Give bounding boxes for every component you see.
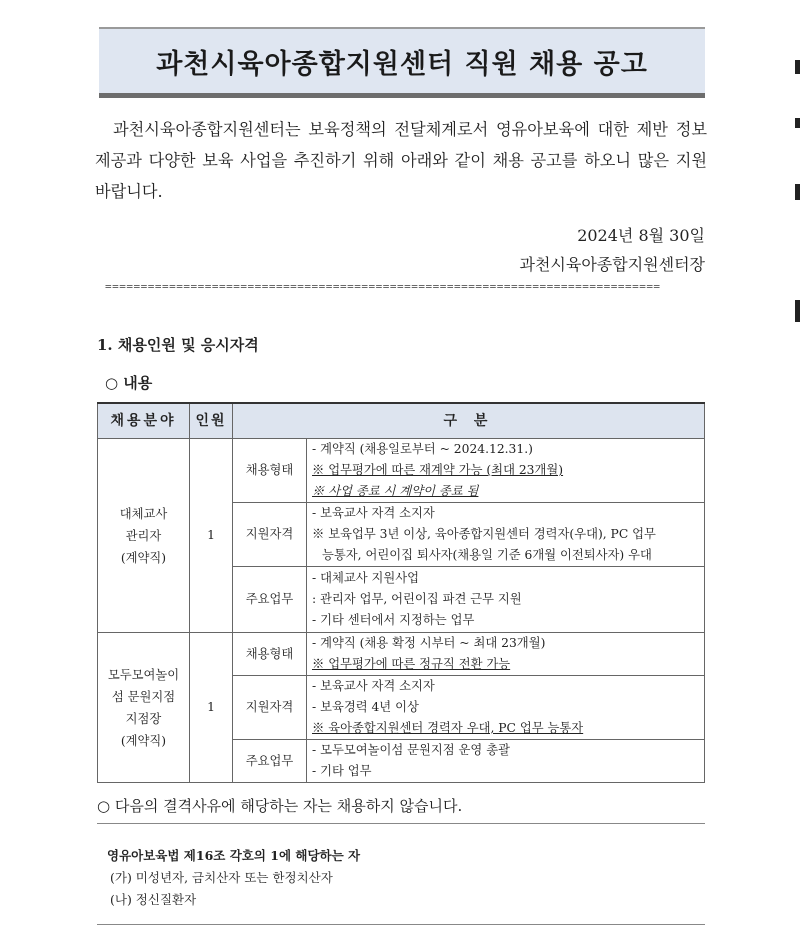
job-category [98, 439, 190, 633]
detail-content [307, 439, 705, 503]
job-count: 1 [190, 439, 233, 633]
detail-content [307, 633, 705, 676]
intro-paragraph: 과천시육아종합지원센터는 보육정책의 전달체계로서 영유아보육에 대한 제반 정보 제공과 다양한 보육 사업을 추진하기 위해 아래와 같이 채용 공고를 하오니 많은 지원 바랍니다. [95, 120, 707, 201]
detail-line: ※ 사업 종료 시 계약이 종료 됨 [312, 484, 479, 498]
job-category-line: 모두모여놀이 [107, 667, 180, 682]
detail-line: - 보육경력 4년 이상 [312, 700, 419, 714]
detail-line: - 모두모여놀이섬 문원지점 운영 총괄 [312, 743, 510, 757]
detail-line: ※ 보육업무 3년 이상, 육아종합지원센터 경력자(우대), PC 업무 [312, 527, 656, 541]
detail-label: 채용형태 [233, 633, 307, 676]
posting-date: 2024년 8월 30일 [577, 226, 705, 245]
detail-label: 채용형태 [233, 439, 307, 503]
job-count: 1 [190, 633, 233, 783]
table-row [98, 633, 705, 676]
detail-line: - 보육교사 자격 소지자 [312, 506, 435, 520]
job-category-line: 섬 문원지점 [111, 689, 176, 704]
edge-artifact [795, 60, 800, 74]
job-category [98, 633, 190, 783]
separator-line: ============================================================================== [105, 280, 661, 293]
detail-label: 지원자격 [233, 503, 307, 567]
law-title: 영유아보육법 제16조 각호의 1에 해당하는 자 [107, 848, 361, 863]
detail-label: 지원자격 [233, 676, 307, 740]
detail-line: - 대체교사 지원사업 [312, 571, 420, 585]
edge-artifact [795, 300, 800, 322]
detail-line: - 계약직 (채용일로부터 ~ 2024.12.31.) [312, 442, 533, 456]
detail-content [307, 503, 705, 567]
detail-line: ※ 육아종합지원센터 경력자 우대, PC 업무 능통자 [312, 721, 584, 735]
detail-line: - 기타 업무 [312, 764, 372, 778]
job-category-line: 관리자 [125, 528, 162, 543]
detail-content [307, 740, 705, 783]
divider [97, 924, 705, 925]
job-category-line: 대체교사 [119, 506, 168, 521]
detail-line: ※ 업무평가에 따른 정규직 전환 가능 [312, 657, 511, 671]
header-detail: 구 분 [233, 403, 705, 439]
detail-line: : 관리자 업무, 어린이집 파견 근무 지원 [312, 592, 522, 606]
disq-item: (나) 정신질환자 [110, 892, 197, 907]
detail-line: - 기타 센터에서 지정하는 업무 [312, 613, 475, 627]
detail-line: ※ 업무평가에 따른 재계약 가능 (최대 23개월) [312, 463, 564, 477]
disq-item: (가) 미성년자, 금치산자 또는 한정치산자 [110, 870, 333, 885]
detail-label: 주요업무 [233, 740, 307, 783]
job-category-line: (계약직) [120, 733, 167, 748]
header-count: 인원 [190, 403, 233, 439]
table-header-row [98, 403, 705, 439]
detail-line: - 계약직 (채용 확정 시부터 ~ 최대 23개월) [312, 636, 546, 650]
subsection-title: ○ 내용 [105, 374, 153, 392]
page-title: 과천시육아종합지원센터 직원 채용 공고 [156, 48, 648, 80]
table-row [98, 439, 705, 503]
issuer: 과천시육아종합지원센터장 [519, 255, 705, 274]
header-category: 채용분야 [98, 403, 190, 439]
detail-content [307, 676, 705, 740]
detail-label: 주요업무 [233, 567, 307, 633]
detail-line: 능통자, 어린이집 퇴사자(채용일 기준 6개월 이전퇴사자) 우대 [322, 548, 652, 562]
section-title: 1. 채용인원 및 응시자격 [97, 336, 259, 354]
recruitment-table [97, 402, 705, 783]
job-category-line: (계약직) [120, 550, 167, 565]
detail-content [307, 567, 705, 633]
edge-artifact [795, 118, 800, 128]
disqualification-notice: ○ 다음의 결격사유에 해당하는 자는 채용하지 않습니다. [97, 797, 463, 815]
title-box [99, 27, 705, 98]
divider [97, 823, 705, 824]
detail-line: - 보육교사 자격 소지자 [312, 679, 435, 693]
edge-artifact [795, 184, 800, 200]
job-category-line: 지점장 [125, 711, 162, 726]
